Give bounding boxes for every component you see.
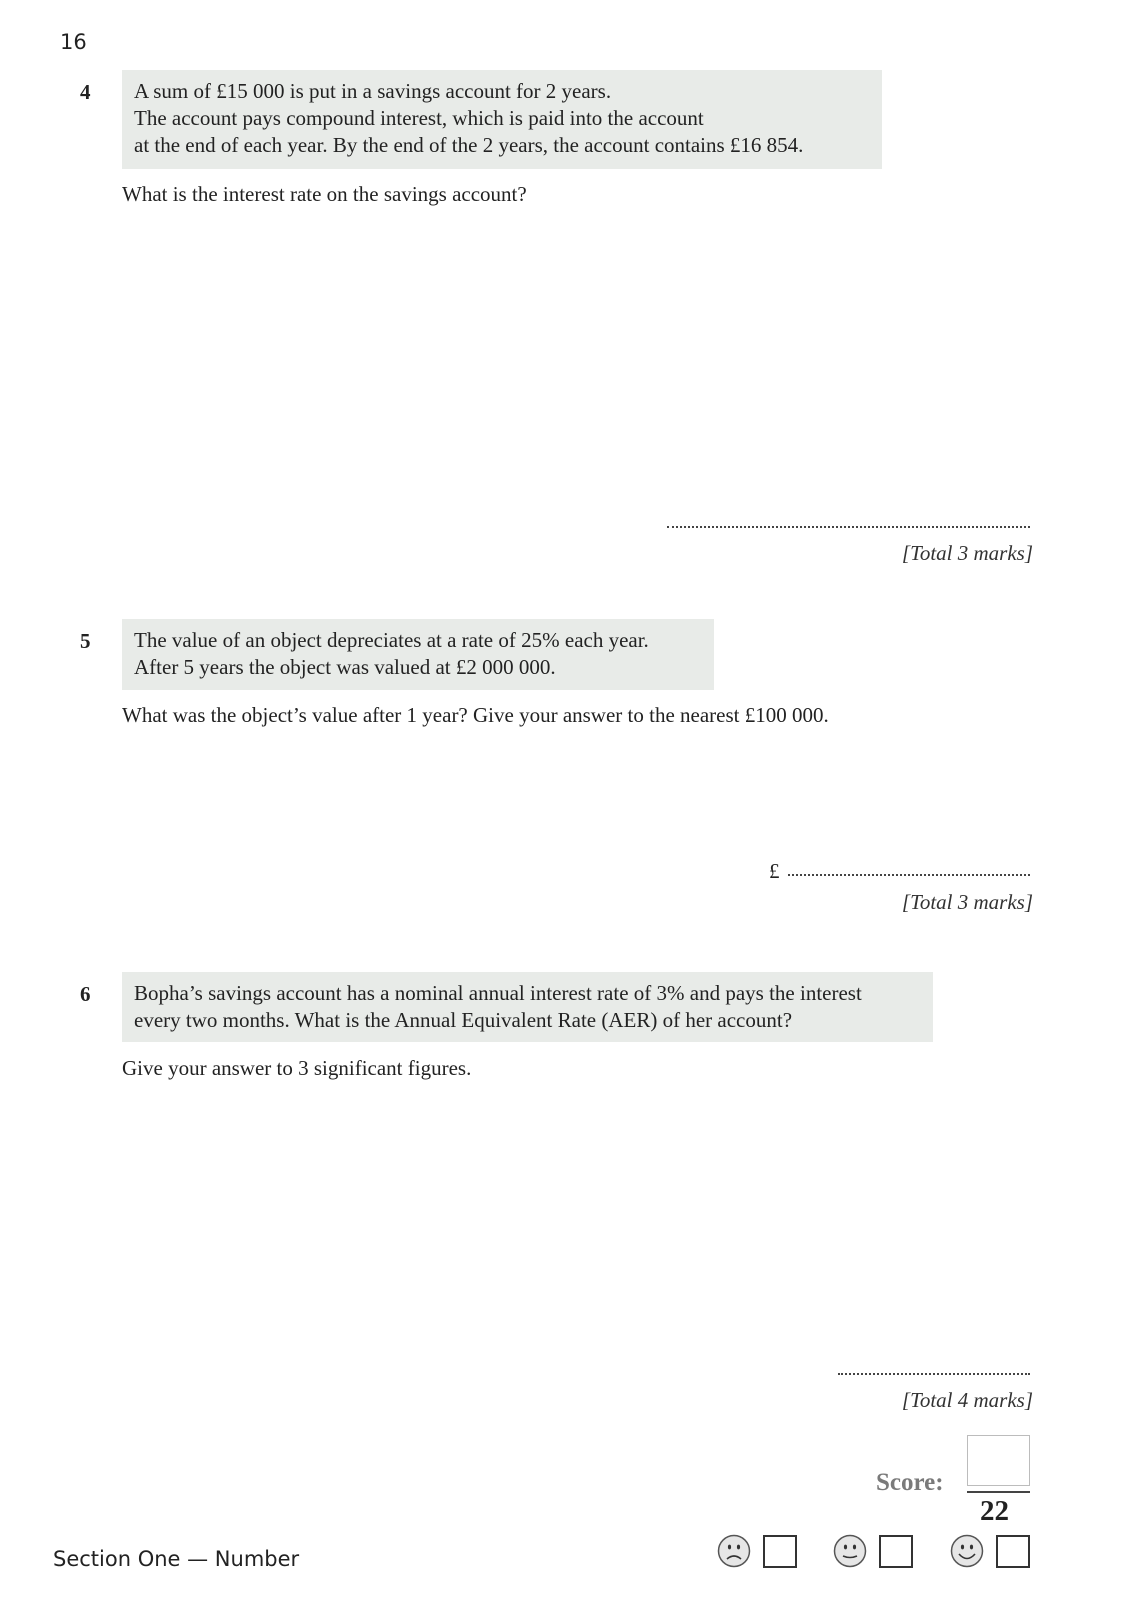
question-4-number: 4	[80, 80, 91, 104]
score-total: 22	[980, 1495, 1009, 1527]
question-6-line-1: Bopha’s savings account has a nominal annual interest rate of 3% and pays the interest	[134, 981, 862, 1005]
question-4-line-1: A sum of £15 000 is put in a savings account for 2 years.	[134, 79, 612, 103]
question-5-line-1: The value of an object depreciates at a rate of 25% each year.	[134, 628, 649, 652]
question-4-marks: [Total 3 marks]	[901, 541, 1033, 565]
question-5-answer-line[interactable]	[788, 874, 1030, 876]
question-5-line-2: After 5 years the object was valued at £2 000 000.	[134, 655, 556, 679]
sad-face-icon	[717, 1534, 751, 1568]
question-6-marks: [Total 4 marks]	[901, 1388, 1033, 1412]
page-number: 16	[60, 30, 87, 54]
score-label: Score:	[876, 1469, 944, 1496]
happy-face-icon	[950, 1534, 984, 1568]
question-5-marks: [Total 3 marks]	[901, 890, 1033, 914]
score-entry-box[interactable]	[967, 1435, 1030, 1486]
question-6-prompt: Give your answer to 3 significant figures.	[122, 1056, 472, 1080]
question-5-answer-prefix: £	[769, 859, 780, 883]
section-footer: Section One — Number	[53, 1547, 300, 1571]
neutral-face-icon	[833, 1534, 867, 1568]
tick-box-happy[interactable]	[996, 1535, 1030, 1568]
question-4-line-2: The account pays compound interest, which is paid into the account	[134, 106, 704, 130]
question-5-prompt: What was the object’s value after 1 year? Give your answer to the nearest £100 000.	[122, 703, 829, 727]
question-4-answer-line[interactable]	[667, 526, 1030, 528]
question-4-prompt: What is the interest rate on the savings account?	[122, 182, 527, 206]
tick-box-neutral[interactable]	[879, 1535, 913, 1568]
score-divider	[967, 1491, 1030, 1493]
question-5-number: 5	[80, 629, 91, 653]
question-4-line-3: at the end of each year. By the end of the 2 years, the account contains £16 854.	[134, 133, 804, 157]
tick-box-sad[interactable]	[763, 1535, 797, 1568]
question-6-box	[122, 972, 933, 1042]
question-6-answer-line[interactable]	[838, 1373, 1030, 1375]
question-4-box	[122, 70, 882, 169]
question-6-number: 6	[80, 982, 91, 1006]
question-5-box	[122, 619, 714, 690]
question-6-line-2: every two months. What is the Annual Equivalent Rate (AER) of her account?	[134, 1008, 793, 1032]
